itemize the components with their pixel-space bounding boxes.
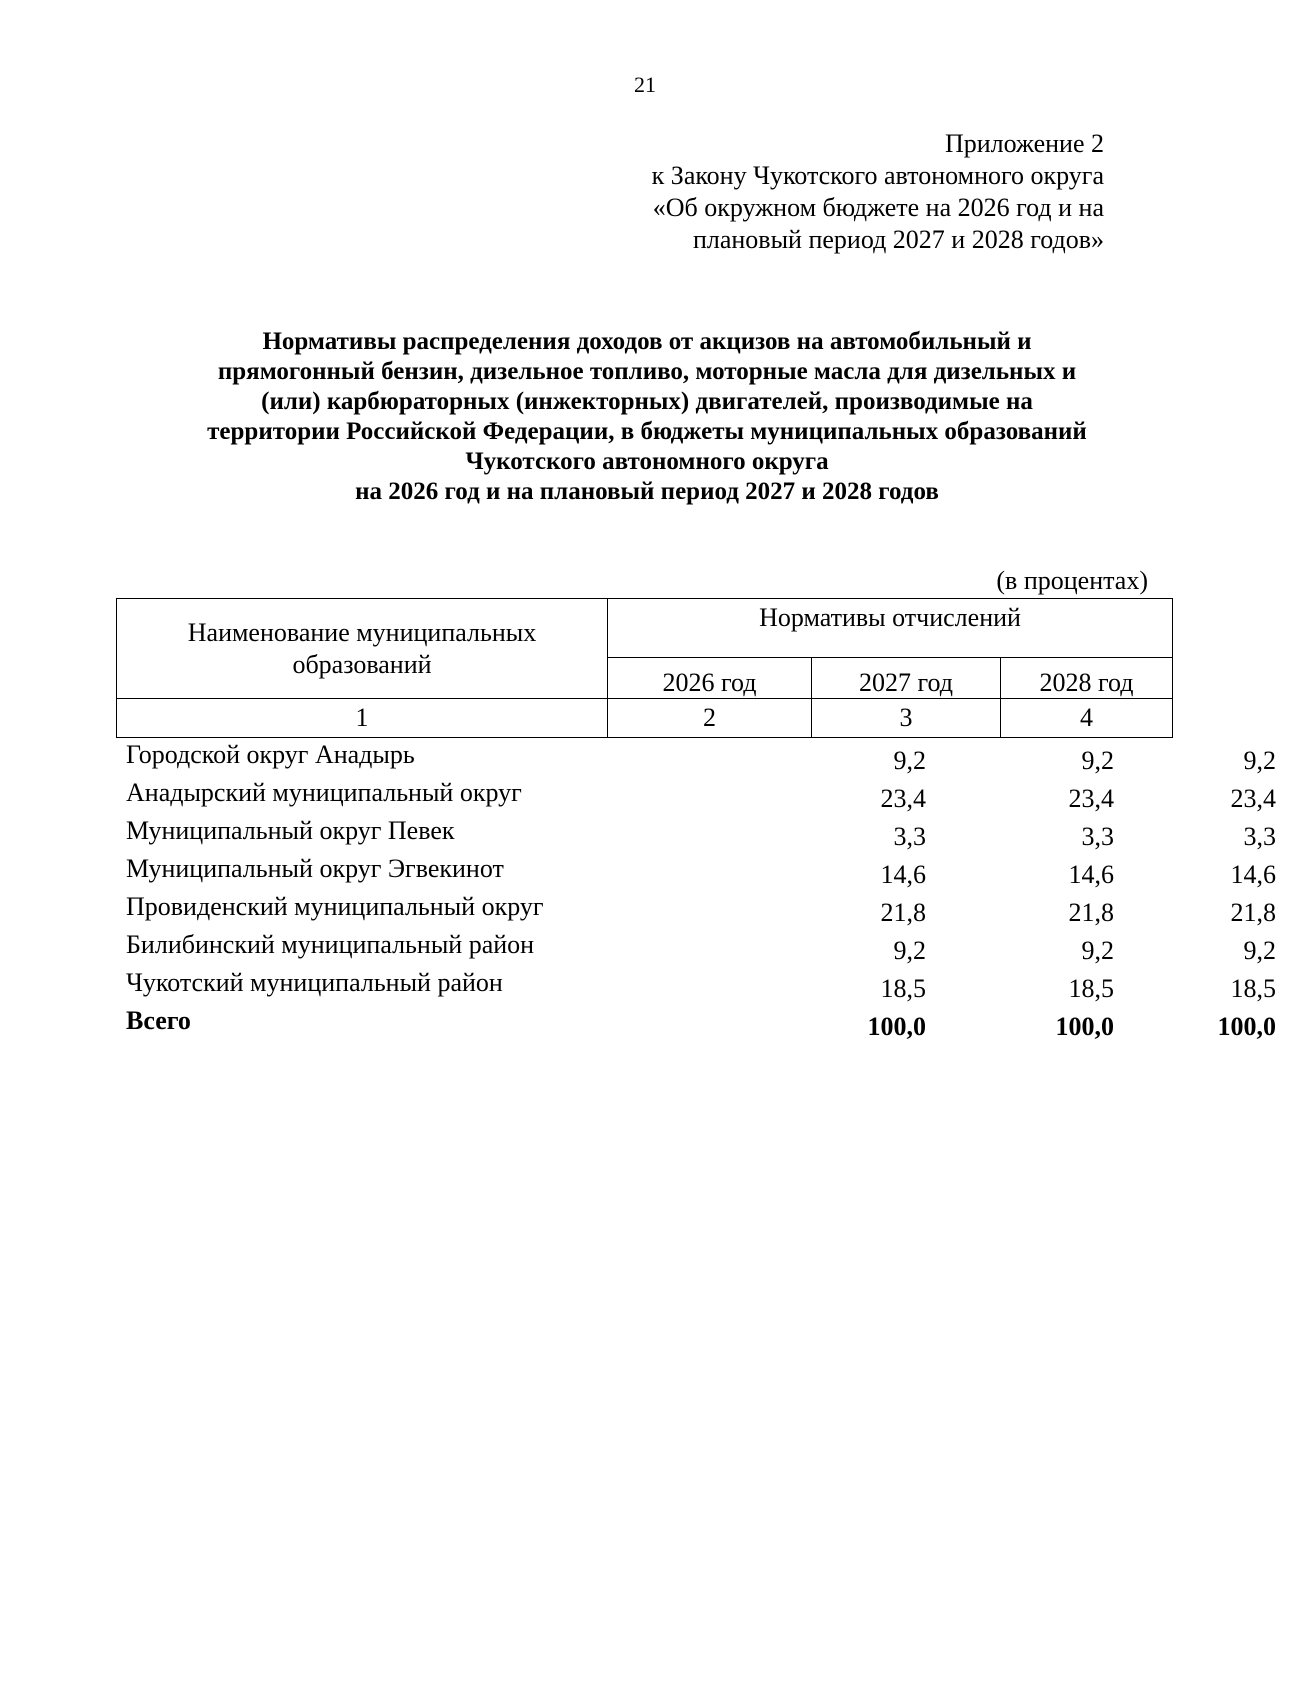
appendix-line: Приложение 2 <box>944 129 1104 158</box>
row-value-2026: 21,8 <box>880 898 926 927</box>
page-number: 21 <box>634 72 656 97</box>
table-total-row <box>126 1006 1276 1044</box>
row-value-2028: 21,8 <box>1230 898 1276 927</box>
header-year: 2028 год <box>1001 658 1173 699</box>
table-row <box>126 778 1276 816</box>
appendix-line: к Закону Чукотского автономного округа <box>651 161 1104 190</box>
row-value-2028: 3,3 <box>1243 822 1276 851</box>
header-name-line: Наименование муниципальных <box>187 617 537 647</box>
row-value-2027: 14,6 <box>1068 860 1114 889</box>
row-value-2028: 9,2 <box>1243 746 1276 775</box>
row-value-2027: 23,4 <box>1068 784 1114 813</box>
column-number: 3 <box>812 699 1001 738</box>
row-name: Городской округ Анадырь <box>126 740 415 769</box>
header-year: 2026 год <box>608 658 812 699</box>
title-line: на 2026 год и на плановый период 2027 и 2028 годов <box>355 478 939 505</box>
title-line: прямогонный бензин, дизельное топливо, моторные масла для дизельных и <box>217 358 1077 385</box>
row-name: Провиденский муниципальный округ <box>126 892 544 921</box>
appendix-line: плановый период 2027 и 2028 годов» <box>692 225 1104 254</box>
row-value-2027: 9,2 <box>1081 746 1114 775</box>
title-line: (или) карбюраторных (инжекторных) двигателей, производимые на <box>261 388 1033 415</box>
header-norms: Нормативы отчислений <box>608 599 1173 658</box>
row-value-2028: 18,5 <box>1230 974 1276 1003</box>
header-municipality-name <box>117 599 608 699</box>
total-label: Всего <box>126 1006 191 1035</box>
appendix-block <box>652 128 1104 256</box>
row-value-2028: 23,4 <box>1230 784 1276 813</box>
column-number: 4 <box>1001 699 1173 738</box>
row-value-2026: 23,4 <box>880 784 926 813</box>
table-row <box>126 930 1276 968</box>
table-row <box>126 740 1276 778</box>
table-row <box>126 892 1276 930</box>
row-value-2026: 14,6 <box>880 860 926 889</box>
title-line: Нормативы распределения доходов от акцизов на автомобильный и <box>262 328 1032 355</box>
unit-note: (в процентах) <box>996 566 1148 595</box>
row-value-2026: 3,3 <box>893 822 926 851</box>
row-value-2028: 9,2 <box>1243 936 1276 965</box>
table-row <box>126 854 1276 892</box>
row-value-2027: 9,2 <box>1081 936 1114 965</box>
document-title <box>120 327 1174 507</box>
column-number: 1 <box>117 699 608 738</box>
row-value-2026: 18,5 <box>880 974 926 1003</box>
table-header <box>116 598 1173 738</box>
row-value-2027: 21,8 <box>1068 898 1114 927</box>
row-name: Чукотский муниципальный район <box>126 968 503 997</box>
row-name: Муниципальный округ Эгвекинот <box>126 854 504 883</box>
row-value-2027: 18,5 <box>1068 974 1114 1003</box>
column-number: 2 <box>608 699 812 738</box>
row-name: Билибинский муниципальный район <box>126 930 535 959</box>
row-name: Муниципальный округ Певек <box>126 816 455 845</box>
table-body <box>126 740 1276 1044</box>
table-row <box>126 816 1276 854</box>
row-value-2027: 3,3 <box>1081 822 1114 851</box>
total-value-2028: 100,0 <box>1217 1012 1276 1041</box>
table-row <box>126 968 1276 1006</box>
appendix-line: «Об окружном бюджете на 2026 год и на <box>652 193 1104 222</box>
title-line: территории Российской Федерации, в бюджеты муниципальных образований <box>207 418 1087 445</box>
title-line: Чукотского автономного округа <box>465 448 829 475</box>
row-value-2026: 9,2 <box>893 936 926 965</box>
row-name: Анадырский муниципальный округ <box>126 778 522 807</box>
total-value-2026: 100,0 <box>867 1012 926 1041</box>
header-year: 2027 год <box>812 658 1001 699</box>
row-value-2026: 9,2 <box>893 746 926 775</box>
row-value-2028: 14,6 <box>1230 860 1276 889</box>
total-value-2027: 100,0 <box>1055 1012 1114 1041</box>
header-name-line: образований <box>292 649 432 679</box>
